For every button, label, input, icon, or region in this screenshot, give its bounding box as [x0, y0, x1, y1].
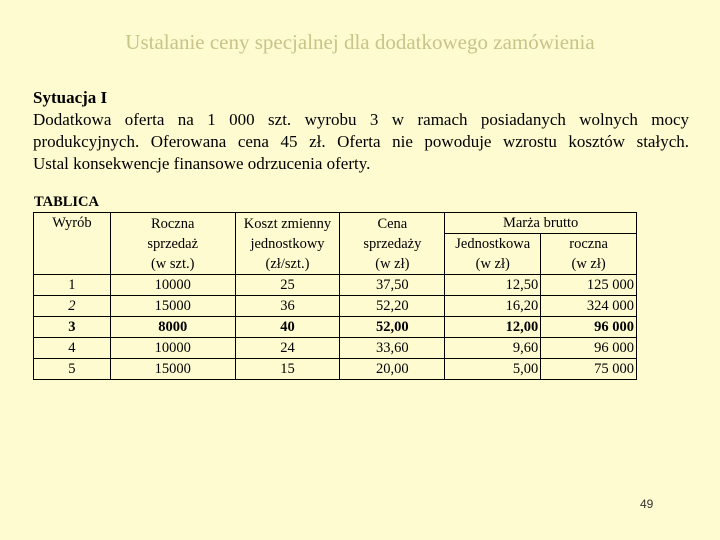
header-text-line: sprzedaży — [363, 235, 422, 252]
table-row — [34, 338, 637, 359]
cell-product: 5 — [34, 359, 111, 380]
page-number: 49 — [640, 497, 654, 511]
situation-line-3: Ustal konsekwencje finansowe odrzucenia oferty. — [33, 154, 371, 173]
header-gross-margin: Marża brutto — [445, 213, 637, 234]
cell-unit-margin: 16,20 — [445, 296, 541, 317]
cell-product: 4 — [34, 338, 111, 359]
cell-annual-margin: 75 000 — [541, 359, 637, 380]
cell-annual-margin: 96 000 — [541, 338, 637, 359]
header-text-line: (w zł) — [375, 255, 410, 272]
cell-cost: 24 — [235, 338, 340, 359]
cell-product: 2 — [34, 296, 111, 317]
header-text-line: Jednostkowa — [455, 236, 531, 252]
cell-product: 3 — [34, 317, 111, 338]
header-text-line: roczna — [569, 236, 608, 252]
cell-unit-margin: 9,60 — [445, 338, 541, 359]
header-text-line: Cena — [377, 215, 408, 232]
header-text-line: Roczna — [150, 215, 195, 232]
situation-text — [33, 87, 689, 175]
header-unit-variable-cost — [235, 213, 340, 275]
header-text-line: Koszt zmienny — [243, 215, 332, 232]
cell-annual-margin: 324 000 — [541, 296, 637, 317]
table-row — [34, 359, 637, 380]
header-text-line: sprzedaż — [147, 235, 199, 252]
cell-cost: 25 — [235, 275, 340, 296]
header-product — [34, 213, 111, 275]
header-text-line: (zł/szt.) — [265, 255, 310, 272]
header-text-line: jednostkowy — [250, 235, 325, 252]
situation-line-1: Dodatkowa oferta na 1 000 szt. wyrobu 3 w ramach posiadanych wolnych mocy — [33, 110, 689, 129]
cell-annual-margin: 125 000 — [541, 275, 637, 296]
cell-sales: 10000 — [110, 275, 235, 296]
header-text-line: (w zł) — [475, 256, 510, 272]
table-row — [34, 275, 637, 296]
cell-product: 1 — [34, 275, 111, 296]
cell-sales: 8000 — [110, 317, 235, 338]
cell-annual-margin: 96 000 — [541, 317, 637, 338]
table-row — [34, 317, 637, 338]
table-row — [34, 296, 637, 317]
header-annual-sales — [110, 213, 235, 275]
cell-price: 52,20 — [340, 296, 445, 317]
cell-cost: 15 — [235, 359, 340, 380]
cell-cost: 40 — [235, 317, 340, 338]
cell-unit-margin: 12,00 — [445, 317, 541, 338]
cell-price: 20,00 — [340, 359, 445, 380]
cell-sales: 15000 — [110, 359, 235, 380]
header-text-line: (w zł) — [571, 256, 606, 272]
cell-price: 37,50 — [340, 275, 445, 296]
cell-price: 52,00 — [340, 317, 445, 338]
header-margin-annual — [541, 234, 637, 275]
data-table — [33, 212, 637, 380]
cell-price: 33,60 — [340, 338, 445, 359]
header-sale-price — [340, 213, 445, 275]
header-margin-unit — [445, 234, 541, 275]
header-text-line: Wyrób — [52, 215, 92, 231]
cell-cost: 36 — [235, 296, 340, 317]
cell-sales: 15000 — [110, 296, 235, 317]
table-label: TABLICA — [34, 194, 99, 210]
cell-unit-margin: 12,50 — [445, 275, 541, 296]
cell-unit-margin: 5,00 — [445, 359, 541, 380]
slide-title: Ustalanie ceny specjalnej dla dodatkowego zamówienia — [125, 30, 595, 54]
situation-line-2: produkcyjnych. Oferowana cena 45 zł. Oferta nie powoduje wzrostu kosztów stałych. — [33, 132, 689, 151]
header-text-line: (w szt.) — [150, 255, 195, 272]
situation-heading: Sytuacja I — [33, 88, 108, 107]
cell-sales: 10000 — [110, 338, 235, 359]
